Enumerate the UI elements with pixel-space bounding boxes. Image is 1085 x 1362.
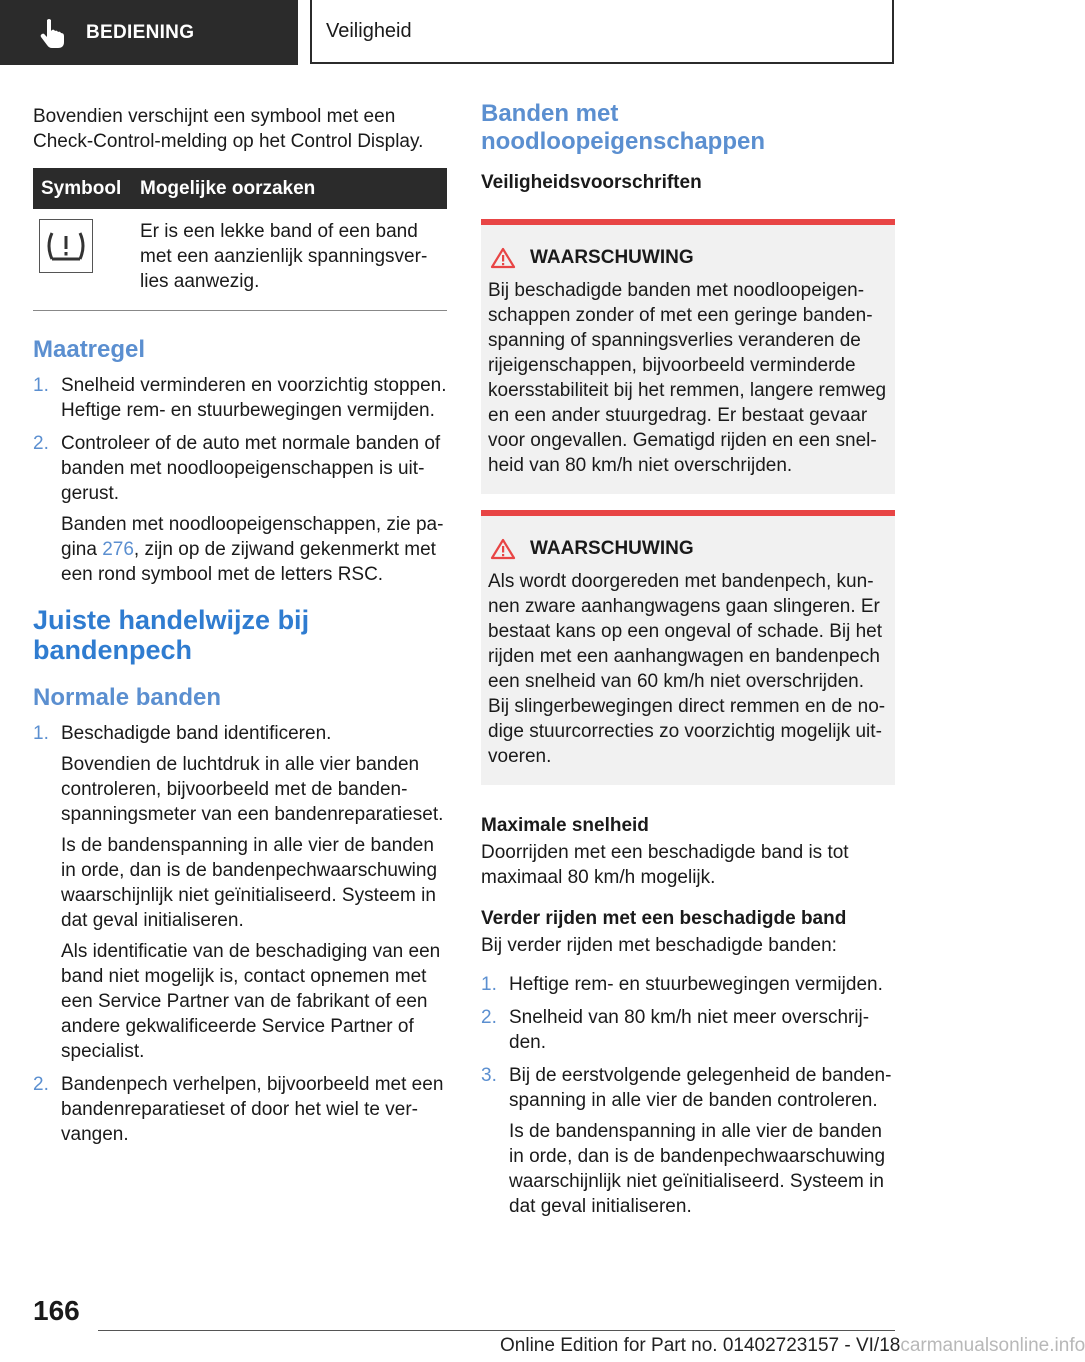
symbol-table: [33, 168, 447, 304]
warning-title-text: WAARSCHUWING: [530, 538, 694, 559]
list-number: 2.: [33, 433, 49, 454]
divider: [33, 310, 447, 311]
warning-triangle-icon: [490, 538, 516, 560]
footer-divider: [98, 1330, 895, 1331]
list-item: [481, 1063, 895, 1219]
warning-title: [488, 536, 887, 561]
list-number: 2.: [33, 1074, 49, 1095]
normale-banden-list: [33, 721, 447, 1147]
maximale-snelheid-text: Doorrijden met een beschadigde band is tot maximaal 80 km/h mogelijk.: [481, 842, 849, 888]
table-cell-symbol: [33, 209, 132, 304]
warning-text: Bij beschadigde banden met noodloopeigenschappen zonder of met een geringe bandenspanning of spanningsverlies veranderen de rijeigenschappen, bijvoorbeeld verminderde koersstabiliteit bij het remmen, langere remweg en een ander stuurgedrag. Er bestaat gevaar voor ongevallen. Gematigd rijden en een snelheid van 80 km/h niet overschrijden.: [488, 280, 887, 476]
juiste-handelwijze-heading: Juiste handelwijze bij bandenpech: [33, 605, 310, 665]
verder-rijden-heading: Verder rijden met een beschadigde band: [481, 908, 847, 929]
list-text: Controleer of de auto met normale banden of banden met noodloopeigenschappen is uitgerust.: [61, 433, 441, 504]
warning-box: [481, 510, 895, 785]
warning-box: [481, 219, 895, 494]
list-item: [33, 431, 447, 587]
page-number: 166: [33, 1295, 80, 1326]
maatregel-heading: Maatregel: [33, 336, 146, 363]
list-extra: Is de bandenspanning in alle vier de banden in orde, dan is de bandenpechwaarschuwing waarschijnlijk niet geïnitialiseerd. Systeem in dat geval initialiseren.: [61, 835, 438, 931]
section-tab-label: BEDIENING: [86, 22, 195, 43]
page-header: [0, 0, 960, 66]
tire-pressure-warning-icon: [39, 219, 93, 273]
edition-text: Online Edition for Part no. 01402723157 - VI/18: [500, 1335, 901, 1356]
intro-paragraph: Bovendien verschijnt een symbool met een Check-Control-melding op het Control Display.: [33, 106, 424, 152]
list-item: [33, 1072, 447, 1147]
verder-rijden-list: [481, 972, 895, 1219]
hand-pointer-icon: [40, 18, 66, 48]
list-number: 1.: [481, 974, 497, 995]
list-text: Bij de eerstvolgende gelegenheid de bandenspanning in alle vier de banden controleren.: [509, 1065, 892, 1111]
table-header-row: [33, 168, 447, 209]
table-header-causes: Mogelijke oorzaken: [132, 168, 447, 209]
normale-banden-heading: Normale banden: [33, 684, 222, 711]
table-cell-cause: Er is een lekke band of een band met een aanzienlijk spanningsverlies aanwezig.: [140, 221, 428, 292]
section-tab: [0, 0, 298, 65]
maximale-snelheid-heading: Maximale snelheid: [481, 815, 649, 836]
list-number: 1.: [33, 375, 49, 396]
watermark: carmanualsonline.info: [900, 1335, 1085, 1356]
list-item: [33, 373, 447, 423]
list-extra: [61, 512, 447, 587]
table-row: [33, 209, 447, 304]
page-link-276[interactable]: 276: [102, 539, 134, 560]
veiligheidsvoorschriften-heading: Veiligheidsvoorschriften: [481, 172, 702, 193]
right-column: [481, 100, 895, 1237]
warning-triangle-icon: [490, 247, 516, 269]
warning-title-text: WAARSCHUWING: [530, 247, 694, 268]
list-text: Snelheid verminderen en voorzichtig stoppen. Heftige rem- en stuurbewegingen vermijden.: [61, 375, 447, 421]
footer-edition: [500, 1333, 1085, 1358]
list-text: Snelheid van 80 km/h niet meer overschrijden.: [509, 1007, 870, 1053]
list-extra-text: Banden met noodloopeigenschappen, zie pagina: [61, 514, 444, 560]
warning-title: [488, 245, 887, 270]
list-number: 3.: [481, 1065, 497, 1086]
warning-text: Als wordt doorgereden met bandenpech, kunnen zware aanhangwagens gaan slingeren. Er bestaat kans op een ongeval of schade. Bij het rijden met een aanhangwagen en bandenpech een snelheid van 60 km/h niet overschrijden. Bij slingerbewegingen direct remmen en de nodige stuurcorrecties zo voorzichtig mogelijk uitvoeren.: [488, 571, 886, 767]
verder-rijden-text: Bij verder rijden met beschadigde banden:: [481, 935, 837, 956]
list-item: [33, 721, 447, 1064]
list-number: 2.: [481, 1007, 497, 1028]
list-extra: Bovendien de luchtdruk in alle vier banden controleren, bijvoorbeeld met de bandenspanningsmeter van een bandenreparatieset.: [61, 754, 444, 825]
list-number: 1.: [33, 723, 49, 744]
left-column: [33, 100, 447, 1165]
list-text: Heftige rem- en stuurbewegingen vermijden.: [509, 974, 883, 995]
list-item: [481, 972, 895, 997]
list-extra-text: , zijn op de zijwand gekenmerkt met een rond symbool met de letters RSC.: [61, 539, 436, 585]
list-item: [481, 1005, 895, 1055]
list-extra: Is de bandenspanning in alle vier de banden in orde, dan is de bandenpechwaarschuwing waarschijnlijk niet geïnitialiseerd. Systeem in dat geval initialiseren.: [509, 1121, 886, 1217]
table-header-symbol: Symbool: [33, 168, 132, 209]
maatregel-list: [33, 373, 447, 587]
list-extra: Als identificatie van de beschadiging van een band niet mogelijk is, contact opnemen met een Service Partner van de fabrikant of een andere gekwalificeerde Service Partner of specialist.: [61, 941, 441, 1062]
list-text: Beschadigde band identificeren.: [61, 723, 332, 744]
page-section-title: Veiligheid: [310, 0, 894, 64]
banden-noodloop-heading: Banden met noodloopeigenschappen: [481, 100, 766, 155]
list-text: Bandenpech verhelpen, bijvoorbeeld met een bandenreparatieset of door het wiel te vervangen.: [61, 1074, 444, 1145]
